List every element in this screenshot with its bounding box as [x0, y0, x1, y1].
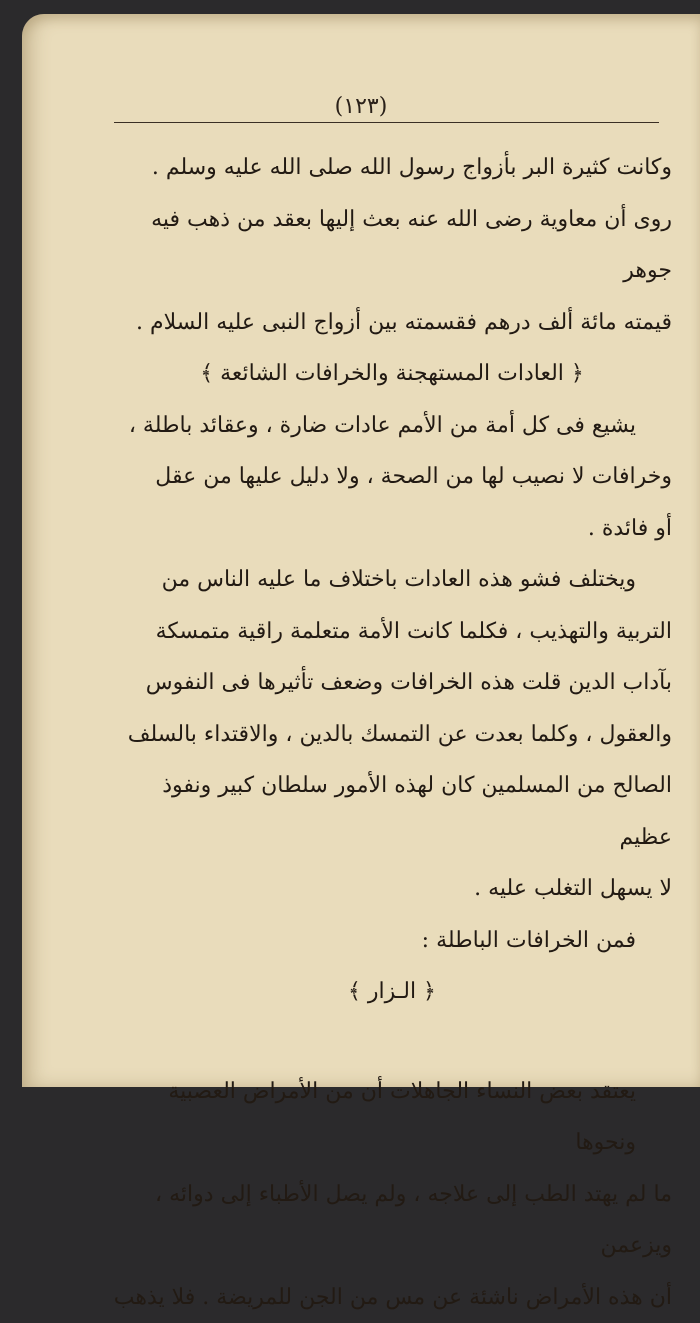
text-line: فمن الخرافات الباطلة : — [112, 915, 672, 967]
text-line: يعتقد بعض النساء الجاهلات أن من الأمراض العصبية ونحوها — [112, 1066, 672, 1169]
text-line: أن هذه الأمراض ناشئة عن مس من الجن للمريضة . فلا يذهب — [112, 1272, 672, 1323]
text-line: ما لم يهتد الطب إلى علاجه ، ولم يصل الأطباء إلى دوائه ، ويزعمن — [112, 1169, 672, 1272]
text-line: روى أن معاوية رضى الله عنه بعث إليها بعقد من ذهب فيه جوهر — [112, 194, 672, 297]
text-line: أو فائدة . — [112, 503, 672, 555]
text-line: وكانت كثيرة البر بأزواج رسول الله صلى الله عليه وسلم . — [112, 142, 672, 194]
text-line: ويختلف فشو هذه العادات باختلاف ما عليه الناس من — [112, 554, 672, 606]
header-rule — [114, 122, 659, 123]
text-line: الصالح من المسلمين كان لهذه الأمور سلطان كبير ونفوذ عظيم — [112, 760, 672, 863]
text-line: وخرافات لا نصيب لها من الصحة ، ولا دليل عليها من عقل — [112, 451, 672, 503]
text-line: التربية والتهذيب ، فكلما كانت الأمة متعلمة راقية متمسكة — [112, 606, 672, 658]
book-page — [22, 14, 700, 1087]
page-body — [112, 142, 672, 1323]
section-heading: ﴿ العادات المستهجنة والخرافات الشائعة ﴾ — [112, 348, 672, 400]
subsection-heading: ﴿ الـزار ﴾ — [112, 966, 672, 1018]
text-line: يشيع فى كل أمة من الأمم عادات ضارة ، وعقائد باطلة ، — [112, 400, 672, 452]
text-line: قيمته مائة ألف درهم فقسمته بين أزواج النبى عليه السلام . — [112, 297, 672, 349]
text-line: بآداب الدين قلت هذه الخرافات وضعف تأثيرها فى النفوس — [112, 657, 672, 709]
text-line: والعقول ، وكلما بعدت عن التمسك بالدين ، والاقتداء بالسلف — [112, 709, 672, 761]
page-number: (١٢٣) — [22, 94, 700, 119]
spacer — [112, 1018, 672, 1066]
text-line: لا يسهل التغلب عليه . — [112, 863, 672, 915]
